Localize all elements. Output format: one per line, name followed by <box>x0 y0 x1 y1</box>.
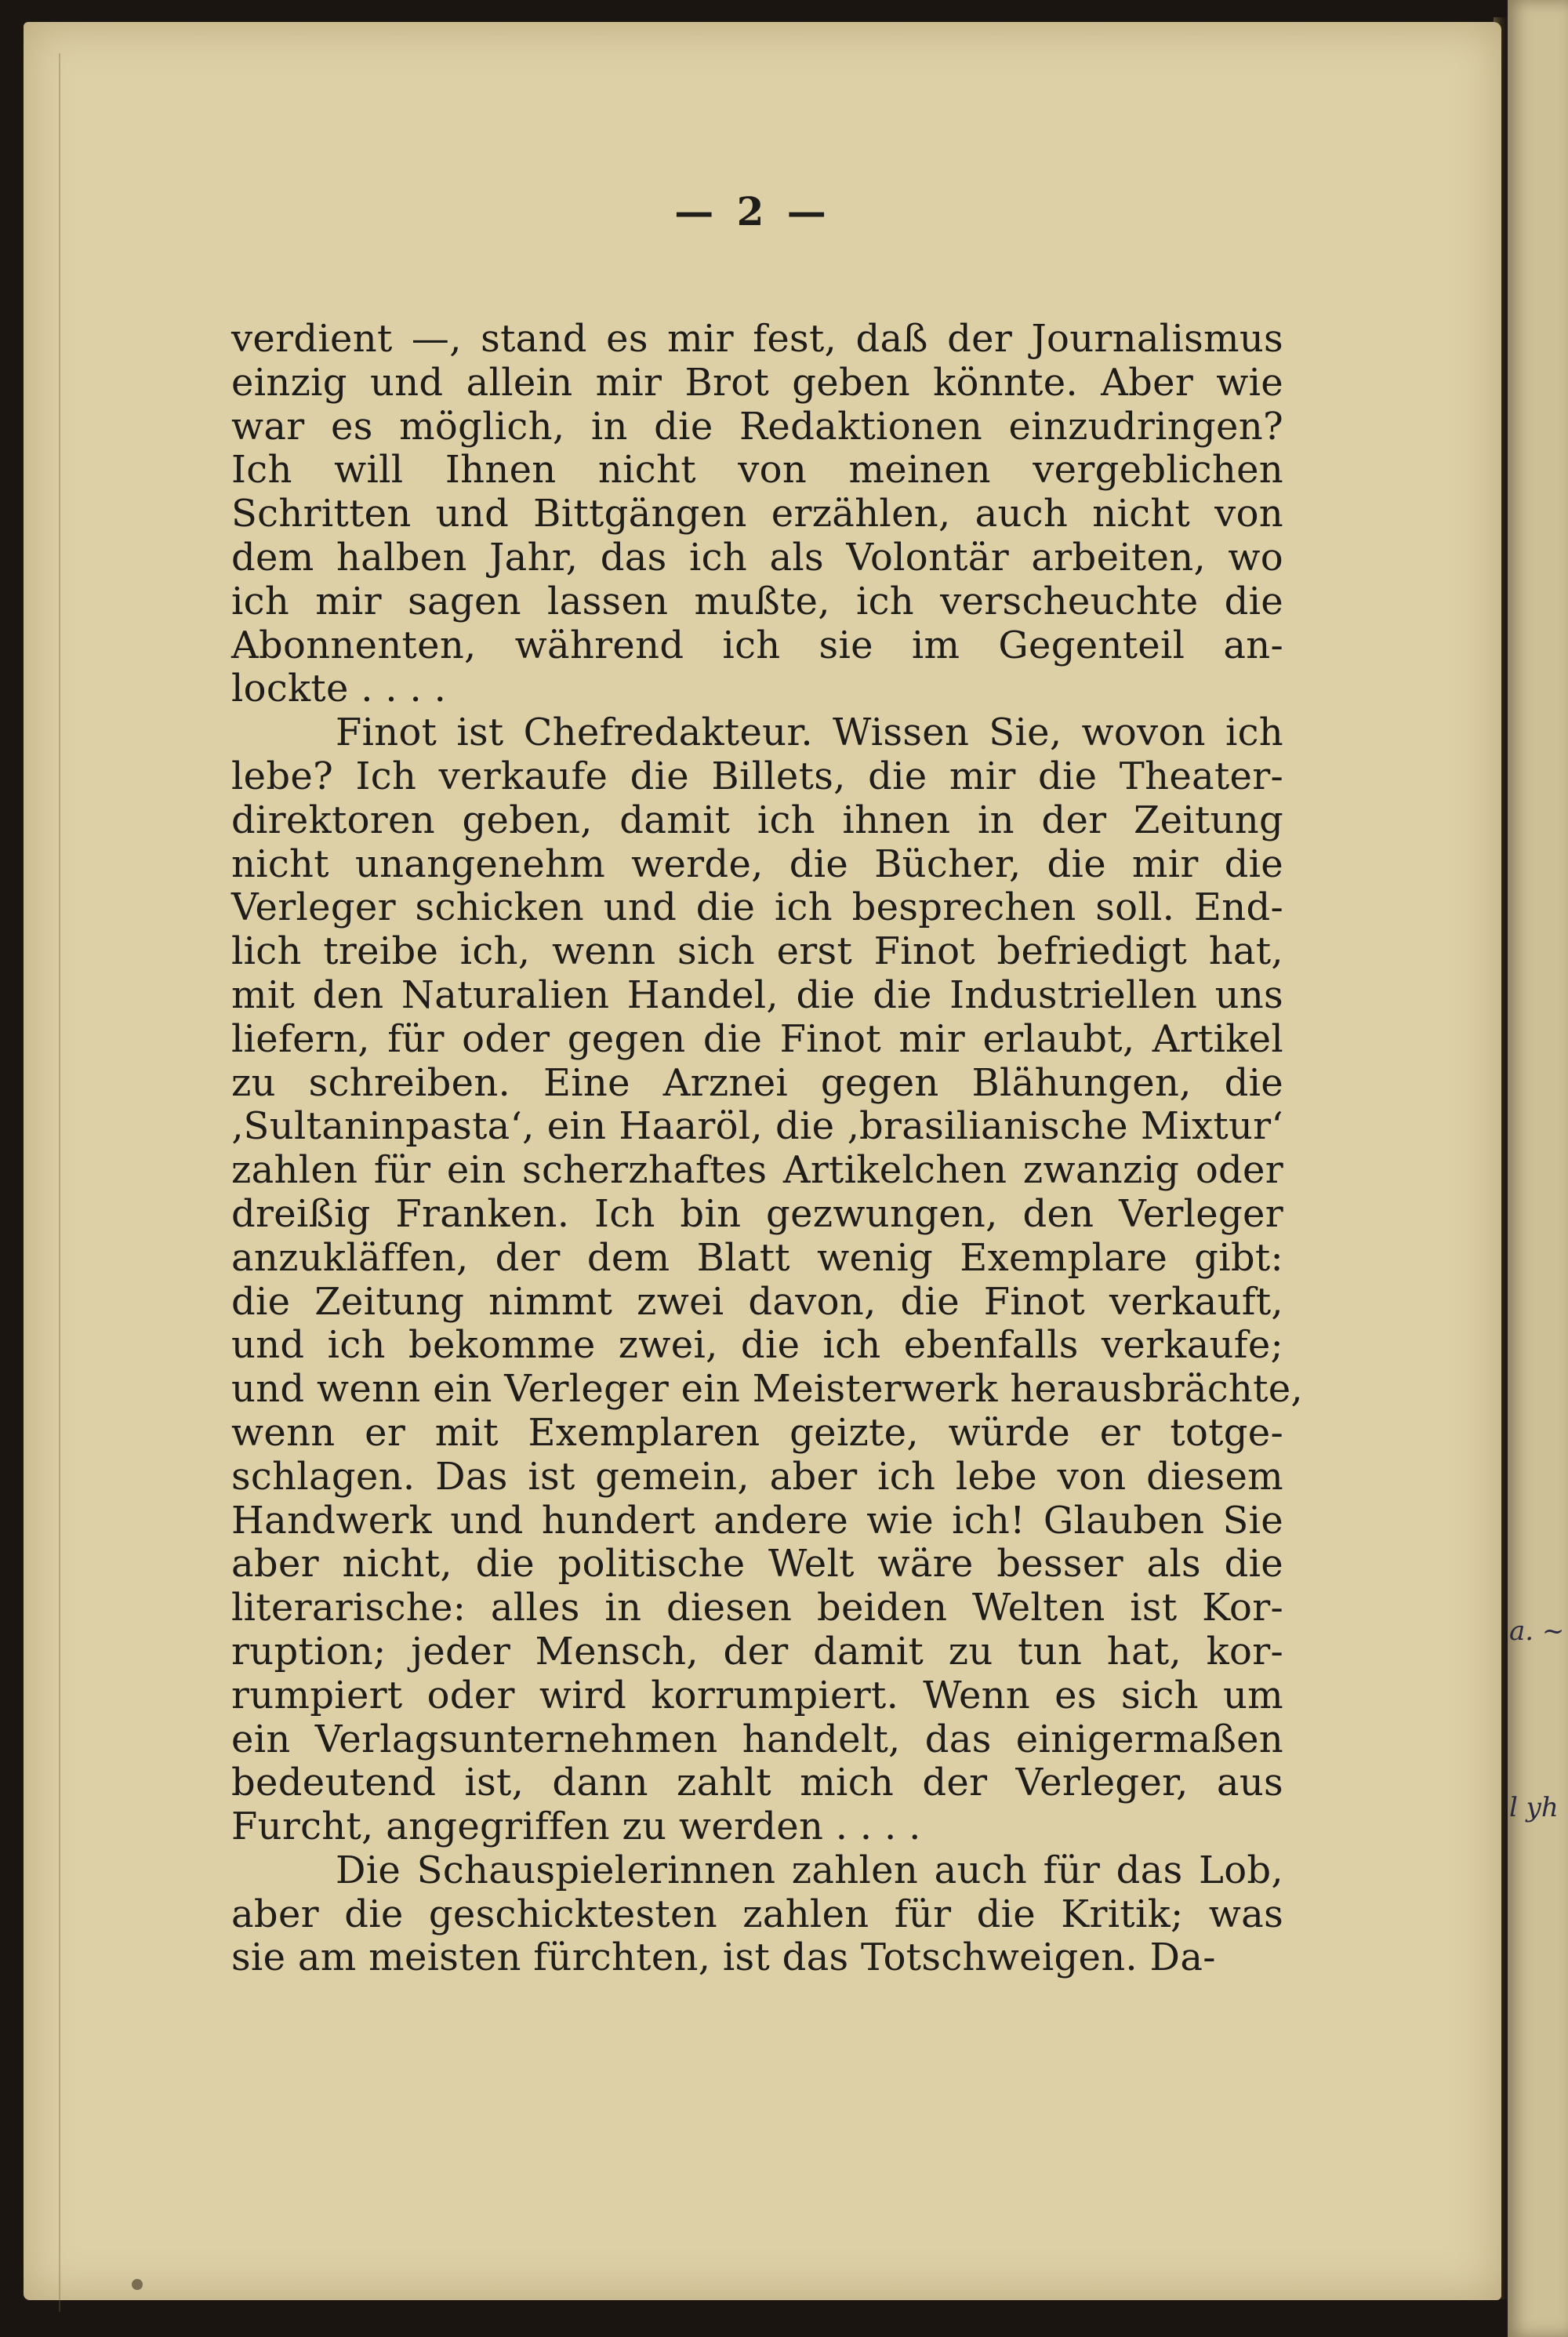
text-line: sie am meisten fürchten, ist das Totschweigen. Da- <box>231 1935 1216 1980</box>
text-line: ich mir sagen lassen mußte, ich verscheuchte die <box>231 579 1283 623</box>
text-line: literarische: alles in diesen beiden Welten ist Kor- <box>231 1586 1283 1630</box>
text-line: ruption; jeder Mensch, der damit zu tun hat, kor- <box>231 1629 1283 1674</box>
text-line: Schritten und Bittgängen erzählen, auch nicht von <box>231 492 1283 536</box>
text-line: liefern, für oder gegen die Finot mir erlaubt, Artikel <box>231 1016 1283 1061</box>
ink-smudge <box>132 2279 143 2290</box>
text-line: anzukläffen, der dem Blatt wenig Exemplare gibt: <box>231 1235 1283 1280</box>
text-line: lebe? Ich verkaufe die Billets, die mir die Theater- <box>231 754 1283 798</box>
text-line: nicht unangenehm werde, die Bücher, die mir die <box>231 841 1283 886</box>
text-line: verdient —, stand es mir fest, daß der Journalismus <box>231 317 1283 361</box>
text-line: wenn er mit Exemplaren geizte, würde er totge- <box>231 1410 1283 1455</box>
adjacent-page-edge <box>1508 0 1568 2337</box>
text-line: und ich bekomme zwei, die ich ebenfalls verkaufe; <box>231 1323 1283 1368</box>
page-edge-line <box>59 53 60 2312</box>
text-line: lich treibe ich, wenn sich erst Finot befriedigt hat, <box>231 929 1283 974</box>
text-line: zu schreiben. Eine Arznei gegen Blähungen, die <box>231 1060 1283 1105</box>
text-line: mit den Naturalien Handel, die die Industriellen uns <box>231 972 1283 1017</box>
text-line: die Zeitung nimmt zwei davon, die Finot verkauft, <box>231 1279 1283 1324</box>
marginalia-bottom: l yh <box>1509 1792 1559 1823</box>
text-line: Finot ist Chefredakteur. Wissen Sie, wovon ich <box>336 711 1283 755</box>
text-line: und wenn ein Verleger ein Meisterwerk herausbrächte, <box>231 1367 1303 1412</box>
text-line: schlagen. Das ist gemein, aber ich lebe von diesem <box>231 1454 1283 1499</box>
paragraph <box>231 711 1303 1849</box>
paragraph <box>231 318 1283 711</box>
text-line: aber nicht, die politische Welt wäre besser als die <box>231 1542 1283 1586</box>
text-line: Die Schauspielerinnen zahlen auch für das Lob, <box>336 1848 1283 1892</box>
text-line: Verleger schicken und die ich besprechen soll. End- <box>231 885 1283 930</box>
text-line: bedeutend ist, dann zahlt mich der Verleger, aus <box>231 1761 1283 1805</box>
text-line: lockte . . . . <box>231 667 447 711</box>
text-line: ‚Sultaninpasta‘, ein Haaröl, die ‚brasilianische Mixtur‘ <box>231 1104 1283 1149</box>
text-line: aber die geschicktesten zahlen für die Kritik; was <box>231 1892 1283 1936</box>
text-line: rumpiert oder wird korrumpiert. Wenn es sich um <box>231 1673 1283 1717</box>
text-line: Abonnenten, während ich sie im Gegenteil an- <box>231 623 1283 667</box>
text-line: direktoren geben, damit ich ihnen in der Zeitung <box>231 798 1283 842</box>
body-text <box>231 317 1303 1980</box>
text-line: Handwerk und hundert andere wie ich! Glauben Sie <box>231 1498 1283 1543</box>
page-number: — 2 — <box>674 188 831 234</box>
text-line: Ich will Ihnen nicht von meinen vergeblichen <box>231 448 1283 492</box>
text-line: ein Verlagsunternehmen handelt, das einigermaßen <box>231 1717 1283 1761</box>
text-line: einzig und allein mir Brot geben könnte. Aber wie <box>231 360 1283 405</box>
paragraph <box>231 1849 1283 1980</box>
text-line: dreißig Franken. Ich bin gezwungen, den Verleger <box>231 1191 1283 1236</box>
text-line: zahlen für ein scherzhaftes Artikelchen zwanzig oder <box>231 1148 1283 1193</box>
text-line: war es möglich, in die Redaktionen einzudringen? <box>231 404 1283 449</box>
text-line: dem halben Jahr, das ich als Volontär arbeiten, wo <box>231 535 1283 580</box>
text-line: Furcht, angegriffen zu werden . . . . <box>231 1805 921 1849</box>
marginalia-top: a. ~ <box>1509 1616 1565 1647</box>
